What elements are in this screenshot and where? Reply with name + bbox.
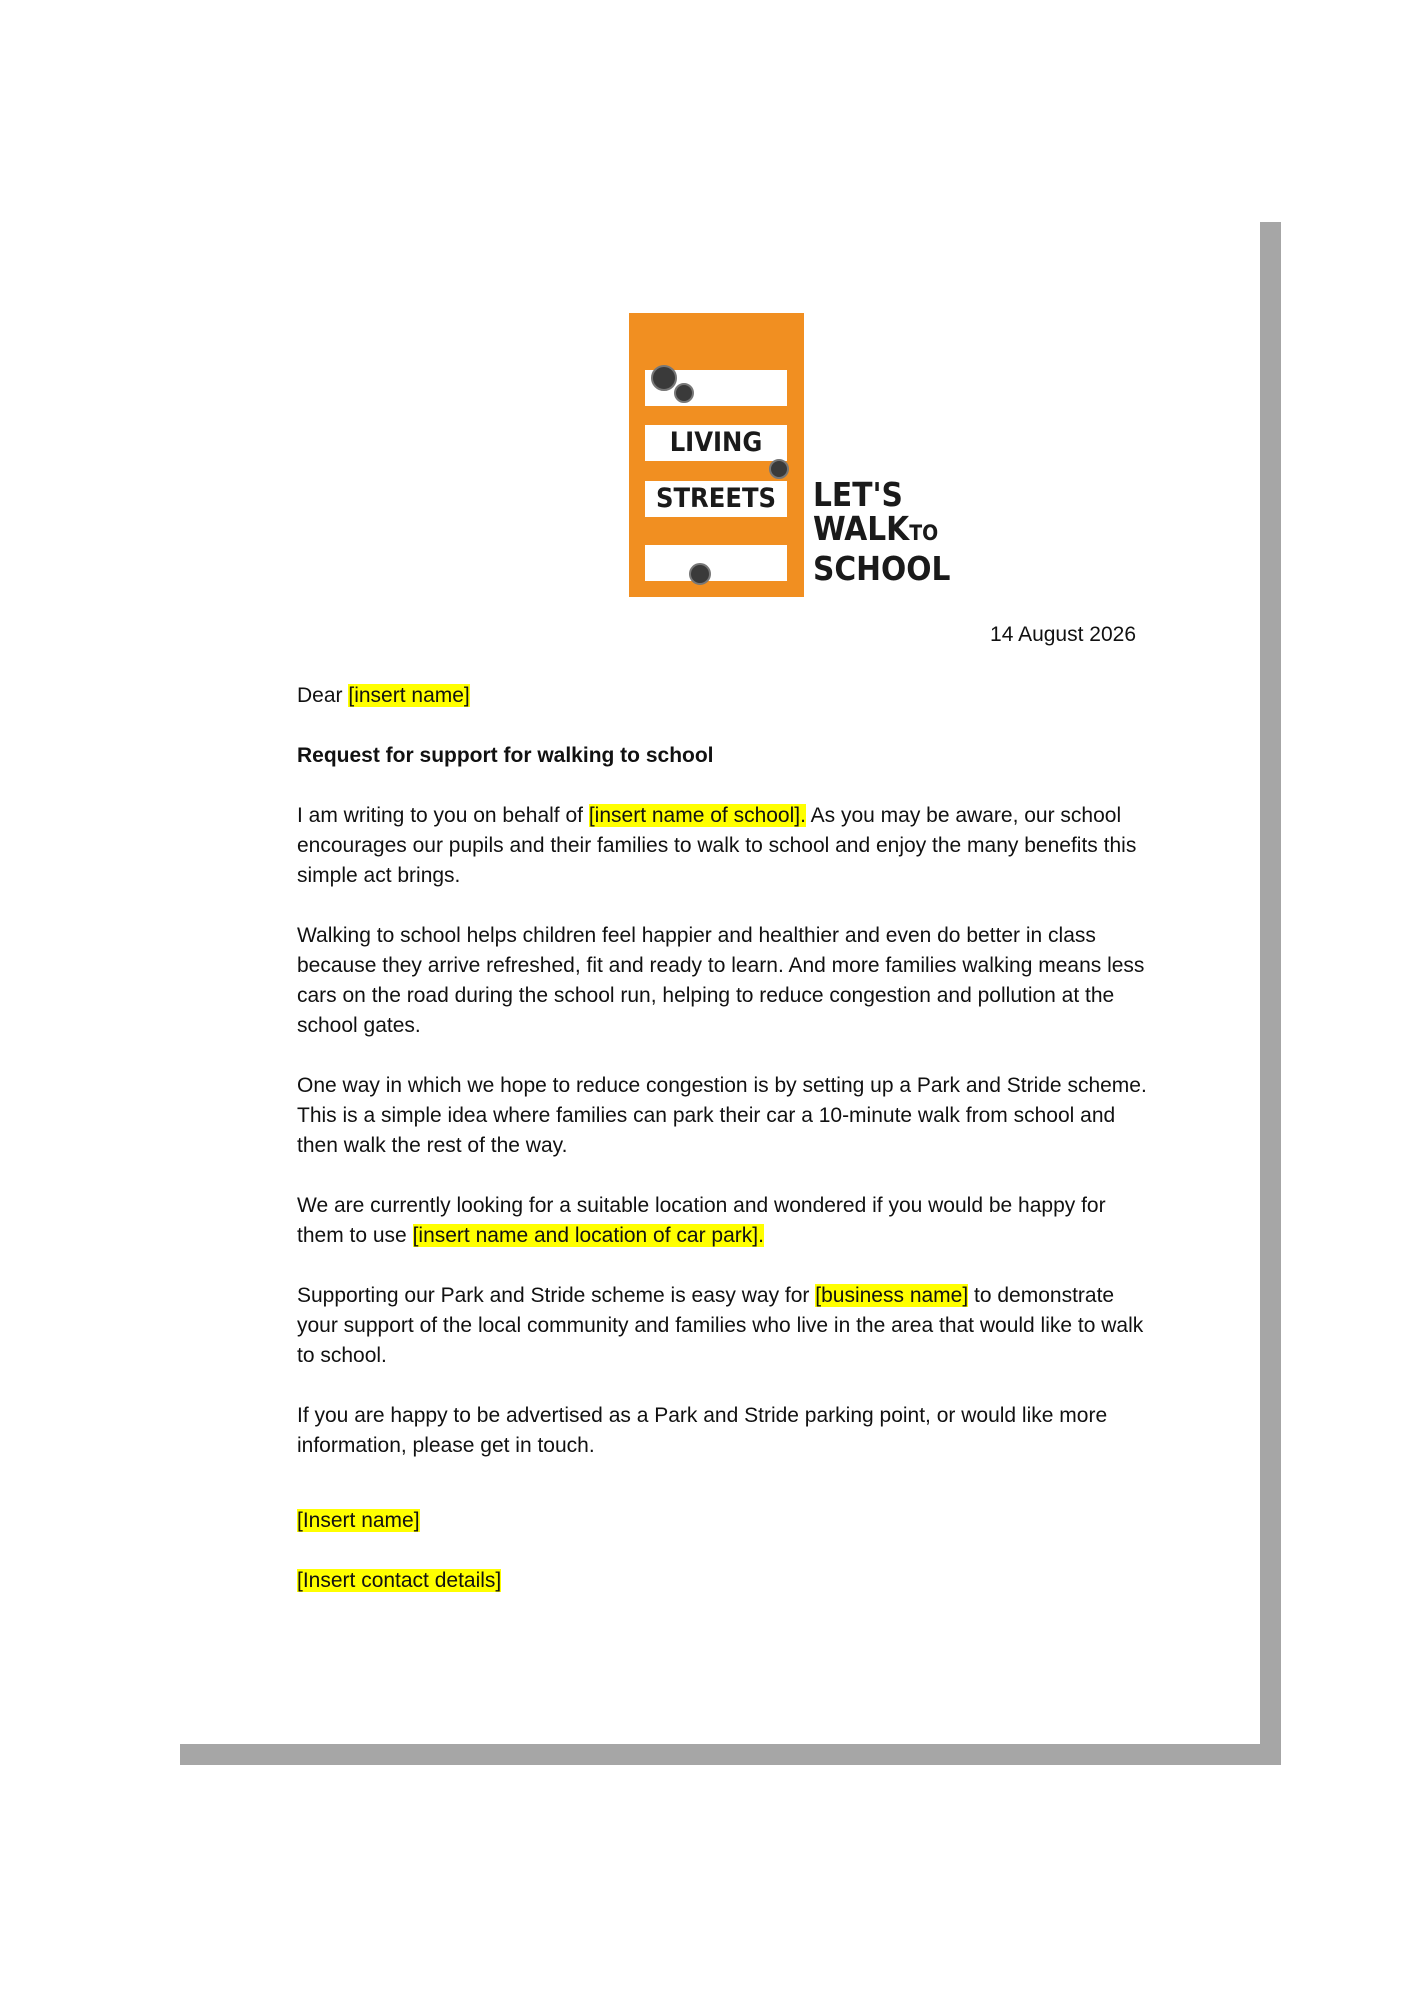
paragraph-5 bbox=[297, 1281, 1147, 1371]
recipient-placeholder: [insert name] bbox=[348, 684, 470, 707]
walker-figure-icon bbox=[674, 383, 694, 403]
paragraph-4 bbox=[297, 1191, 1147, 1251]
paragraph-3: One way in which we hope to reduce congestion is by setting up a Park and Stride scheme. This is a simple idea where families can park their car a 10-minute walk from school and then walk the rest of the way. bbox=[297, 1074, 1147, 1157]
paragraph-6: If you are happy to be advertised as a Park and Stride parking point, or would like more information, please get in touch. bbox=[297, 1404, 1108, 1457]
tagline-school: SCHOOL bbox=[813, 549, 951, 588]
letter-date: 14 August 2026 bbox=[990, 623, 1136, 646]
business-name-placeholder: [business name] bbox=[815, 1284, 969, 1307]
p1-text-after: As you may be aware, our school encourages our pupils and their families to walk to school and enjoy the many benefits this simple act brings. bbox=[297, 804, 1137, 887]
p4-text-before: We are currently looking for a suitable location and wondered if you would be happy for them to use bbox=[297, 1194, 1106, 1247]
p1-text-before: I am writing to you on behalf of bbox=[297, 804, 583, 827]
walker-figure-icon bbox=[689, 563, 711, 585]
letter-greeting bbox=[297, 681, 1147, 711]
tagline-to: TO bbox=[909, 521, 939, 545]
tagline-lets: LET'S bbox=[813, 475, 903, 514]
greeting-word: Dear bbox=[297, 684, 343, 707]
signature-name bbox=[297, 1506, 1147, 1536]
logo-text-living: LIVING bbox=[645, 425, 787, 461]
walker-figure-icon bbox=[769, 459, 789, 479]
paragraph-2: Walking to school helps children feel happier and healthier and even do better in class because they arrive refreshed, fit and ready to learn. And more families walking means less cars on the road during the school run, helping to reduce congestion and pollution at the school gates. bbox=[297, 924, 1145, 1037]
logo-text-streets: STREETS bbox=[645, 481, 787, 517]
sender-name-placeholder: [Insert name] bbox=[297, 1509, 420, 1532]
paragraph-1 bbox=[297, 801, 1147, 891]
tagline-walk-to bbox=[813, 509, 939, 552]
living-streets-logo bbox=[629, 313, 804, 597]
letter-subject: Request for support for walking to school bbox=[297, 744, 714, 767]
lets-walk-to-school-tagline bbox=[813, 475, 951, 588]
school-name-placeholder: [insert name of school]. bbox=[588, 804, 806, 827]
p5-text-after: to demonstrate your support of the local community and families who live in the area that would like to walk to school. bbox=[297, 1284, 1144, 1367]
car-park-placeholder: [insert name and location of car park]. bbox=[412, 1224, 764, 1247]
contact-details-placeholder: [Insert contact details] bbox=[297, 1569, 502, 1592]
p5-text-before: Supporting our Park and Stride scheme is easy way for bbox=[297, 1284, 810, 1307]
walker-figure-icon bbox=[651, 365, 677, 391]
tagline-walk: WALK bbox=[813, 509, 910, 548]
page-shadow-right bbox=[1260, 222, 1281, 1765]
logo-bar-bottom bbox=[645, 545, 787, 581]
page-shadow-bottom bbox=[180, 1744, 1281, 1765]
signature-contact bbox=[297, 1566, 1147, 1596]
